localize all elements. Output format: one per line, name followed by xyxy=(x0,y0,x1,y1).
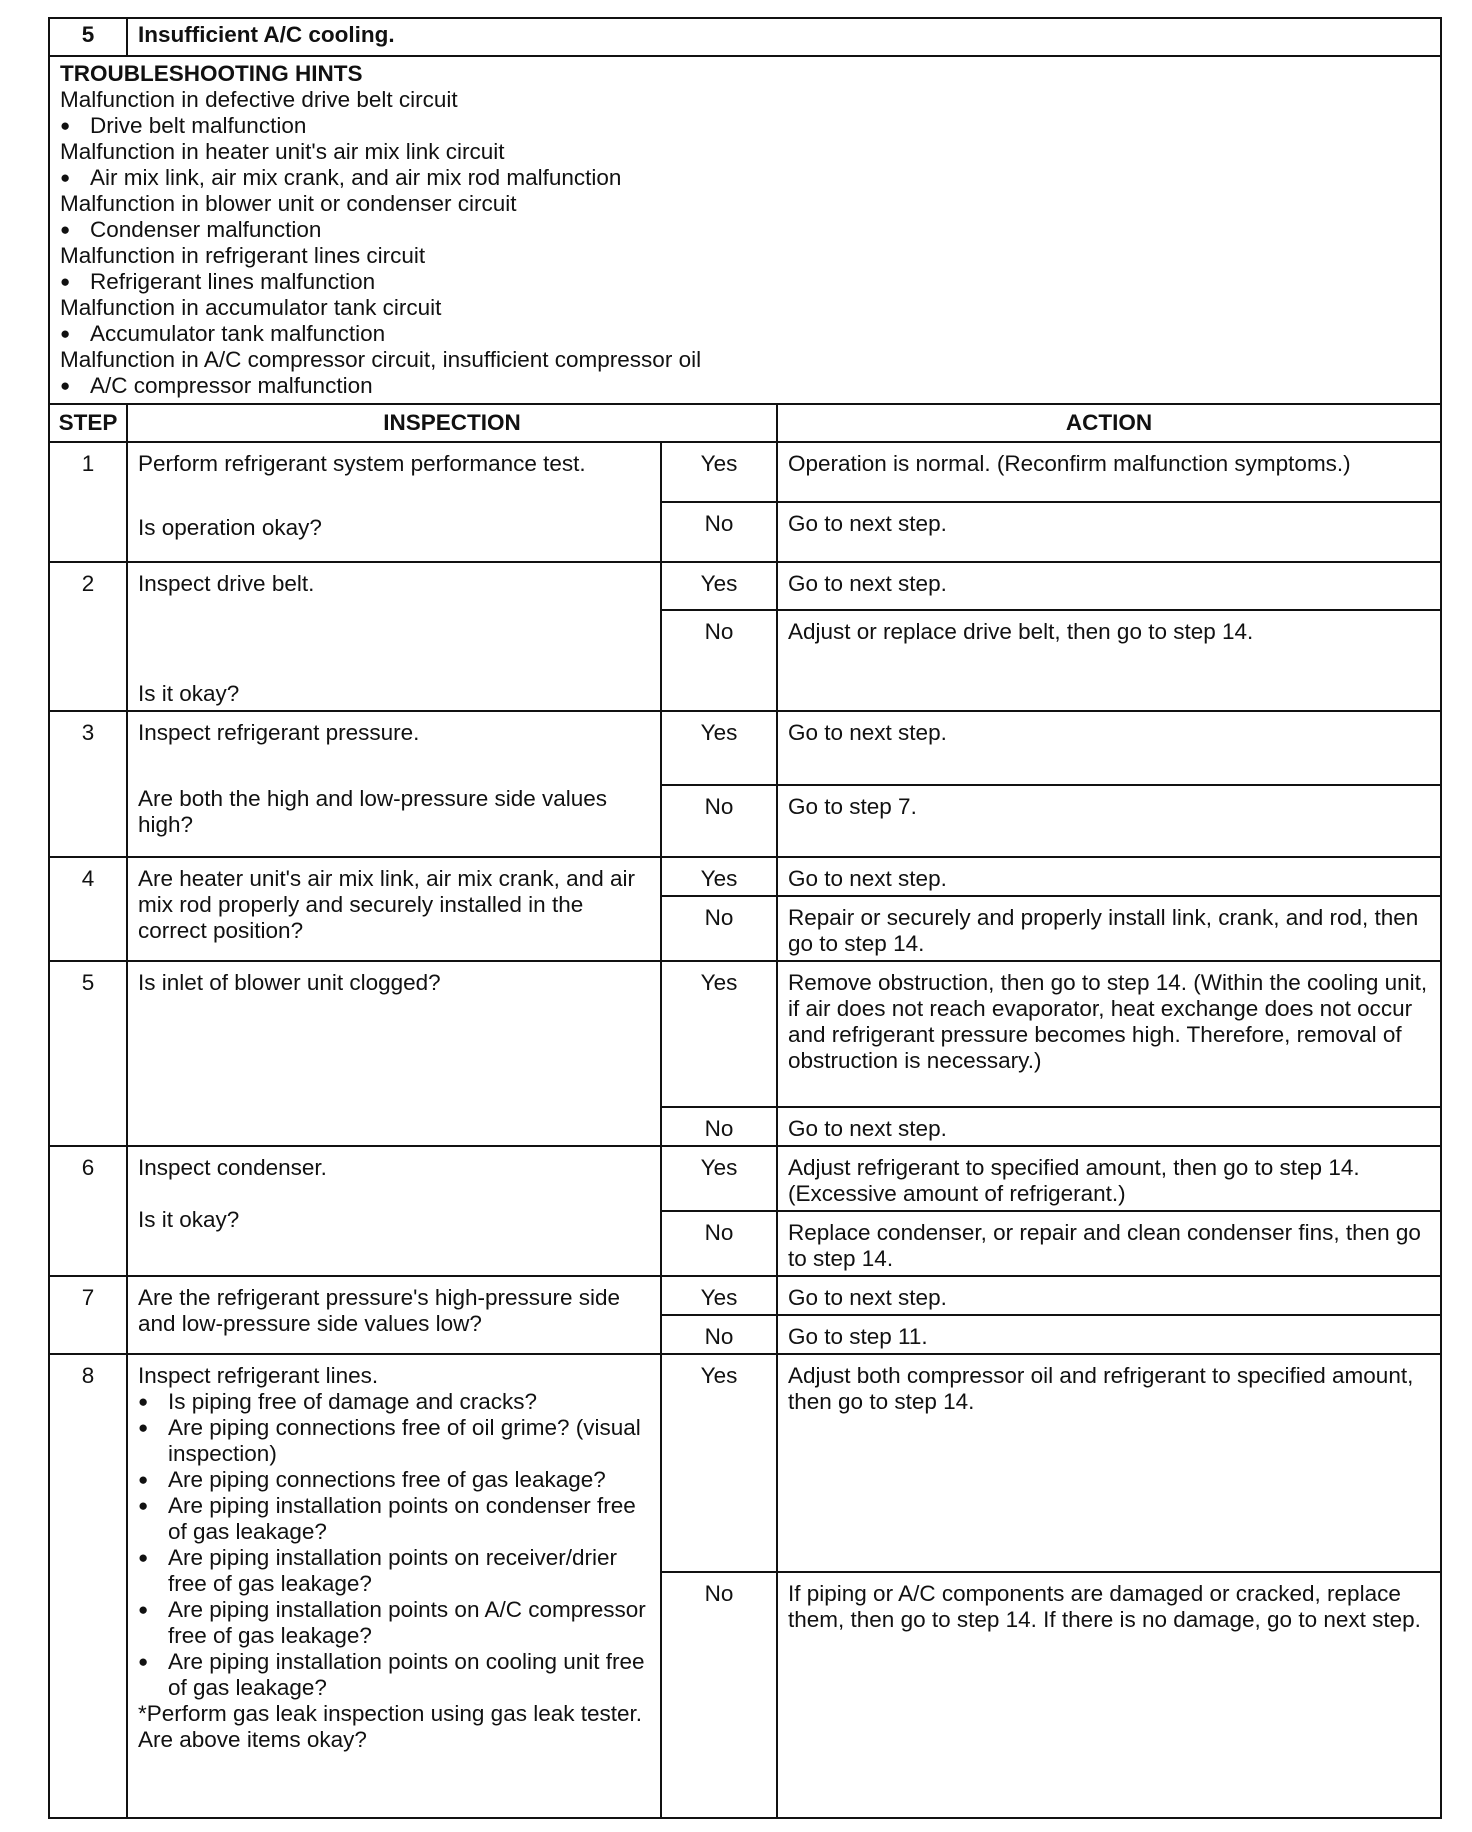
step-inspection: Are the refrigerant pressure's high-pressure side and low-pressure side values low? xyxy=(127,1276,661,1354)
hint-line: Malfunction in accumulator tank circuit xyxy=(60,295,442,320)
yes-label: Yes xyxy=(661,1146,777,1211)
no-action: Go to step 7. xyxy=(777,785,1441,857)
procedure-title: Insufficient A/C cooling. xyxy=(127,18,1441,56)
column-header-inspection: INSPECTION xyxy=(127,404,777,442)
step-number: 2 xyxy=(49,562,127,711)
yes-action: Adjust refrigerant to specified amount, then go to step 14. (Excessive amount of refrigerant.) xyxy=(777,1146,1441,1211)
yes-label: Yes xyxy=(661,442,777,502)
no-label: No xyxy=(661,1211,777,1276)
bullet-icon xyxy=(60,269,90,294)
inspection-note: *Perform gas leak inspection using gas leak tester. xyxy=(138,1701,643,1726)
inspection-bullet: ● Are piping installation points on cooling unit free of gas leakage? xyxy=(138,1649,650,1701)
column-header-action: ACTION xyxy=(777,404,1441,442)
troubleshooting-document xyxy=(48,17,1440,1819)
yes-label: Yes xyxy=(661,857,777,896)
no-label: No xyxy=(661,1107,777,1146)
hint-bullet: ● Refrigerant lines malfunction xyxy=(60,269,1430,295)
troubleshooting-hints xyxy=(49,56,1441,404)
step-inspection: Is inlet of blower unit clogged? xyxy=(127,961,661,1146)
hint-line: Malfunction in A/C compressor circuit, insufficient compressor oil xyxy=(60,347,702,372)
bullet-icon xyxy=(60,373,90,398)
yes-action: Go to next step. xyxy=(777,857,1441,896)
step-inspection: Perform refrigerant system performance test. Is operation okay? xyxy=(127,442,661,562)
hint-bullet: ● Condenser malfunction xyxy=(60,217,1430,243)
header-row xyxy=(49,18,1441,56)
yes-label: Yes xyxy=(661,711,777,785)
hint-bullet: ● Drive belt malfunction xyxy=(60,113,1430,139)
hint-bullet: ● Air mix link, air mix crank, and air mix rod malfunction xyxy=(60,165,1430,191)
yes-action: Operation is normal. (Reconfirm malfunction symptoms.) xyxy=(777,442,1441,502)
no-label: No xyxy=(661,610,777,711)
yes-action: Adjust both compressor oil and refrigerant to specified amount, then go to step 14. xyxy=(777,1354,1441,1572)
no-action: Replace condenser, or repair and clean condenser fins, then go to step 14. xyxy=(777,1211,1441,1276)
troubleshooting-table xyxy=(48,17,1442,1819)
yes-action: Go to next step. xyxy=(777,1276,1441,1315)
step-inspection: Inspect refrigerant pressure. Are both the high and low-pressure side values high? xyxy=(127,711,661,857)
table-row xyxy=(49,562,1441,610)
step-number: 6 xyxy=(49,1146,127,1276)
bullet-icon xyxy=(60,165,90,190)
bullet-icon xyxy=(60,321,90,346)
table-row xyxy=(49,1276,1441,1315)
step-number: 5 xyxy=(49,961,127,1146)
inspection-bullet: ● Are piping connections free of gas leakage? xyxy=(138,1467,650,1493)
hint-line: Malfunction in defective drive belt circuit xyxy=(60,87,458,112)
no-label: No xyxy=(661,502,777,562)
step-number: 7 xyxy=(49,1276,127,1354)
table-row xyxy=(49,961,1441,1107)
no-action: Adjust or replace drive belt, then go to step 14. xyxy=(777,610,1441,711)
step-inspection: Are heater unit's air mix link, air mix crank, and air mix rod properly and securely installed in the correct position? xyxy=(127,857,661,961)
procedure-number: 5 xyxy=(49,18,127,56)
hints-row xyxy=(49,56,1441,404)
inspection-bullet: ● Are piping connections free of oil grime? (visual inspection) xyxy=(138,1415,650,1467)
no-label: No xyxy=(661,896,777,961)
yes-action: Remove obstruction, then go to step 14. (Within the cooling unit, if air does not reach evaporator, heat exchange does not occur and refrigerant pressure becomes high. Therefore, removal of obstruction is necessary.) xyxy=(777,961,1441,1107)
step-inspection: Inspect drive belt. Is it okay? xyxy=(127,562,661,711)
inspection-question: Are above items okay? xyxy=(138,1727,367,1752)
inspection-bullet: ● Is piping free of damage and cracks? xyxy=(138,1389,650,1415)
inspection-bullet: ● Are piping installation points on receiver/drier free of gas leakage? xyxy=(138,1545,650,1597)
column-header-row xyxy=(49,404,1441,442)
hint-line: Malfunction in heater unit's air mix link circuit xyxy=(60,139,505,164)
step-inspection xyxy=(127,1354,661,1818)
bullet-icon xyxy=(60,113,90,138)
hint-line: Malfunction in blower unit or condenser circuit xyxy=(60,191,517,216)
table-row xyxy=(49,442,1441,502)
yes-action: Go to next step. xyxy=(777,711,1441,785)
no-action: Go to step 11. xyxy=(777,1315,1441,1354)
no-action: Go to next step. xyxy=(777,502,1441,562)
table-row xyxy=(49,1354,1441,1572)
no-label: No xyxy=(661,785,777,857)
inspection-bullet: ● Are piping installation points on condenser free of gas leakage? xyxy=(138,1493,650,1545)
step-number: 1 xyxy=(49,442,127,562)
hint-bullet: ● Accumulator tank malfunction xyxy=(60,321,1430,347)
step-number: 4 xyxy=(49,857,127,961)
inspection-bullet: ● Are piping installation points on A/C compressor free of gas leakage? xyxy=(138,1597,650,1649)
yes-label: Yes xyxy=(661,562,777,610)
yes-label: Yes xyxy=(661,1276,777,1315)
hints-title: TROUBLESHOOTING HINTS xyxy=(60,61,363,86)
bullet-icon xyxy=(60,217,90,242)
table-row xyxy=(49,1146,1441,1211)
yes-label: Yes xyxy=(661,961,777,1107)
no-action: Repair or securely and properly install link, crank, and rod, then go to step 14. xyxy=(777,896,1441,961)
hint-line: Malfunction in refrigerant lines circuit xyxy=(60,243,426,268)
no-action: If piping or A/C components are damaged or cracked, replace them, then go to step 14. If there is no damage, go to next step. xyxy=(777,1572,1441,1818)
table-row xyxy=(49,711,1441,785)
no-action: Go to next step. xyxy=(777,1107,1441,1146)
hint-bullet: ● A/C compressor malfunction xyxy=(60,373,1430,399)
no-label: No xyxy=(661,1572,777,1818)
yes-label: Yes xyxy=(661,1354,777,1572)
step-number: 8 xyxy=(49,1354,127,1818)
step-inspection: Inspect condenser. Is it okay? xyxy=(127,1146,661,1276)
step-number: 3 xyxy=(49,711,127,857)
table-row xyxy=(49,857,1441,896)
inspection-intro: Inspect refrigerant lines. xyxy=(138,1363,379,1388)
no-label: No xyxy=(661,1315,777,1354)
yes-action: Go to next step. xyxy=(777,562,1441,610)
column-header-step: STEP xyxy=(49,404,127,442)
